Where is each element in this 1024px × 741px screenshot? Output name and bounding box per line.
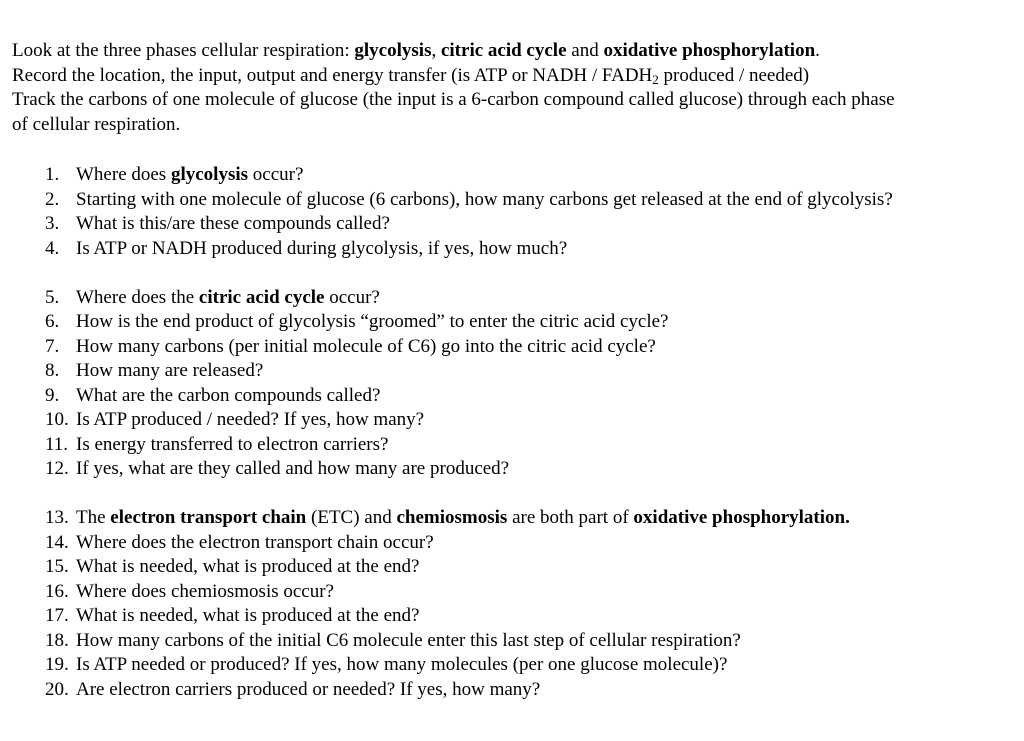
question-item [14,678,1017,703]
question-item [14,384,1017,409]
question-text: What are the carbon compounds called? [76,384,381,406]
intro-line-2-text: Record the location, the input, output and energy transfer (is ATP or NADH / FADH [12,64,653,86]
question-item [14,433,1017,458]
question-number: 16. [45,580,69,602]
question-text: What is needed, what is produced at the end? [76,605,420,626]
question-list [12,163,1017,702]
question-item [14,653,1017,678]
question-group-2 [12,286,1017,482]
question-number: 15. [45,556,69,577]
question-text: Is ATP needed or produced? If yes, how many molecules (per one glucose molecule)? [76,654,728,675]
question-text: Where does chemiosmosis occur? [76,580,334,602]
question-item [14,408,1017,433]
question-item [14,580,1017,605]
question-text: If yes, what are they called and how many are produced? [76,458,510,479]
question-text: Starting with one molecule of glucose (6 carbons), how many carbons get released at the end of glycolysis? [76,188,893,210]
question-text: Is ATP or NADH produced during glycolysis, if yes, how much? [76,237,568,259]
intro-line-1-text: and [566,40,604,61]
question-group-3 [12,506,1017,702]
question-number: 9. [45,384,60,406]
question-item [14,212,1017,237]
question-number: 20. [45,678,69,700]
question-bold-text: citric acid cycle [198,286,325,308]
worksheet-page [12,39,1017,727]
question-number: 3. [45,213,60,234]
question-number: 13. [45,507,69,528]
question-text [76,360,263,381]
question-text [76,336,656,357]
question-text [76,287,380,308]
question-text [76,409,424,430]
question-item [14,237,1017,262]
question-number: 7. [45,335,60,357]
question-text: Is ATP produced / needed? If yes, how many? [76,409,425,430]
question-text: are both part of [507,507,634,528]
question-text [76,164,303,185]
question-text [76,654,727,675]
question-number: 2. [45,188,60,210]
question-number: 17. [45,605,69,626]
question-item [14,506,1017,531]
question-item [14,188,1017,213]
question-text: How many carbons of the initial C6 molecule enter this last step of cellular respiration? [76,629,741,651]
question-item [14,604,1017,629]
question-text: How many carbons (per initial molecule of C6) go into the citric acid cycle? [76,335,656,357]
question-text [76,630,741,651]
question-text: How is the end product of glycolysis “groomed” to enter the citric acid cycle? [76,311,669,332]
question-item [14,163,1017,188]
question-number: 5. [45,286,60,308]
intro-line-2-tail: produced / needed) [658,64,810,86]
question-text: What is needed, what is produced at the end? [76,556,420,577]
question-item [14,629,1017,654]
intro-line-1-text: , [431,40,441,61]
question-number: 12. [45,458,69,479]
question-bold-text: chemiosmosis [396,507,508,528]
question-number: 4. [45,237,60,259]
question-item [14,335,1017,360]
question-text [76,581,334,602]
question-number: 19. [45,654,69,675]
question-text [76,434,388,455]
question-text: The [76,507,111,528]
question-number: 1. [45,164,60,185]
question-text [76,458,509,479]
intro-line-3: Track the carbons of one molecule of glucose (the input is a 6-carbon compound called glucose) through each phase [12,89,895,110]
question-text: Are electron carriers produced or needed? If yes, how many? [76,678,541,700]
question-number: 11. [45,433,69,455]
intro-line-1-text: Look at the three phases cellular respiration: [12,40,355,61]
question-number: 14. [45,531,69,553]
question-text: occur? [324,286,380,308]
question-text: What is this/are these compounds called? [76,213,390,234]
question-text: How many are released? [76,360,264,381]
question-text [76,311,669,332]
intro-line-2-subscript: 2 [652,71,659,87]
intro-line-1-bold-text: glycolysis [354,40,432,61]
question-number: 18. [45,629,69,651]
question-item [14,457,1017,482]
question-item [14,359,1017,384]
question-text: Is energy transferred to electron carriers? [76,433,389,455]
question-text: occur? [248,164,304,185]
question-text [76,605,419,626]
intro-line-1-bold-text: citric acid cycle [440,40,567,61]
question-text [76,385,380,406]
question-text [76,532,434,553]
question-bold-text: glycolysis [170,164,249,185]
intro-line-1-text: . [815,40,820,61]
intro-line-1 [12,39,1017,64]
question-text [76,213,390,234]
intro-line-4: of cellular respiration. [12,113,181,135]
question-number: 6. [45,311,60,332]
intro-line-1-bold-text: oxidative phosphorylation [603,40,816,61]
question-text [76,556,419,577]
question-item [14,555,1017,580]
question-group-1 [12,163,1017,261]
question-number: 10. [45,409,69,430]
question-text: Where does the [76,286,199,308]
question-text [76,507,850,528]
question-item [14,531,1017,556]
question-text [76,189,893,210]
question-text [76,238,567,259]
question-text: Where does the electron transport chain occur? [76,531,434,553]
question-text: (ETC) and [306,507,397,528]
question-text: Where does [76,164,171,185]
question-bold-text: oxidative phosphorylation. [633,507,850,528]
question-number: 8. [45,360,60,381]
question-item [14,286,1017,311]
question-item [14,310,1017,335]
question-bold-text: electron transport chain [110,507,307,528]
question-text [76,679,540,700]
intro-line-2 [12,64,1017,89]
